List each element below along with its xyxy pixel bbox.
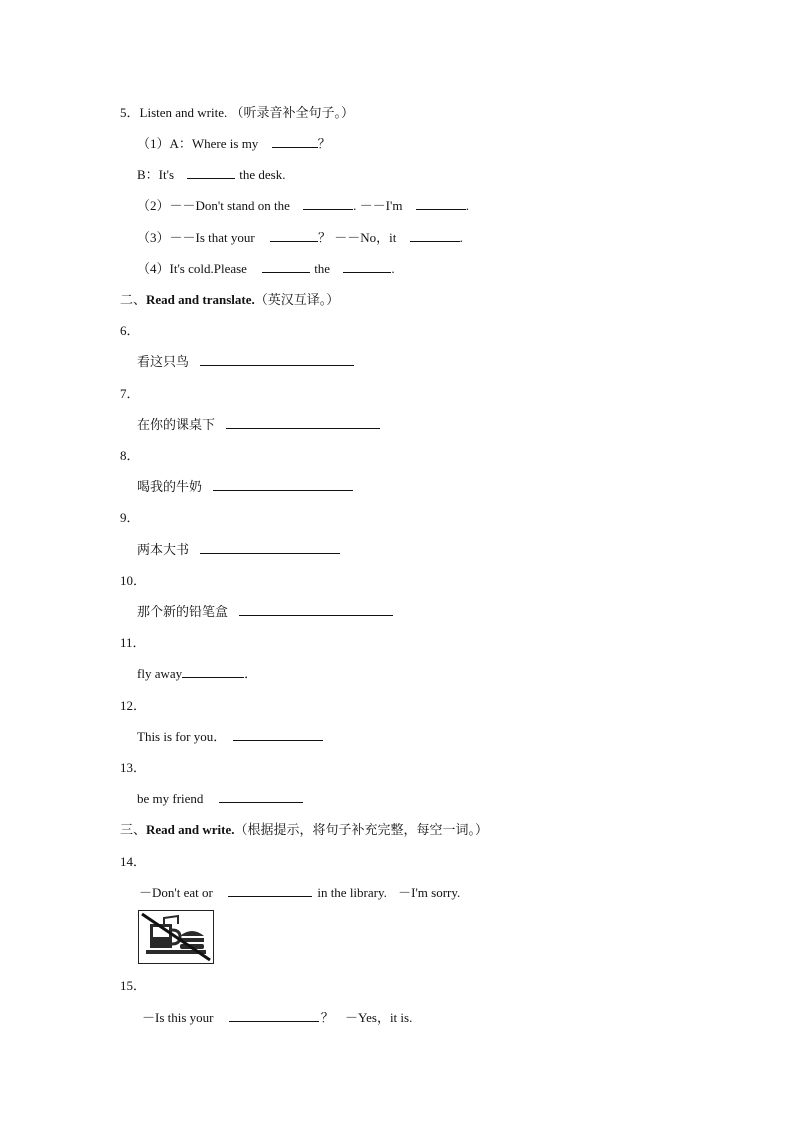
question-14: －Don't eat or in the library. －I'm sorry. (139, 885, 461, 900)
question-11: fly away ． (137, 666, 258, 681)
question-8-number: 8． (120, 448, 140, 463)
answer-blank[interactable] (410, 229, 460, 242)
question-12-number: 12． (120, 698, 147, 713)
question-13: be my friend (137, 790, 303, 808)
answer-blank[interactable] (200, 353, 354, 366)
question-5-3: （3）－－Is that your ？ －－No，it . (137, 230, 463, 245)
question-7-number: 7． (120, 386, 140, 401)
answer-blank[interactable] (270, 229, 318, 242)
section-2-heading: 二、Read and translate.（英汉互译。） (120, 292, 340, 307)
answer-blank[interactable] (182, 665, 244, 678)
question-5-heading: 5．Listen and write. （听录音补全句子。） (120, 105, 354, 120)
answer-blank[interactable] (343, 260, 391, 273)
answer-blank[interactable] (213, 478, 353, 491)
question-15-number: 15． (120, 978, 147, 993)
answer-blank[interactable] (233, 728, 323, 741)
section-3-heading: 三、Read and write.（根据提示，将句子补充完整，每空一词。） (120, 822, 488, 837)
question-5-2: （2）－－Don't stand on the . －－I'm . (137, 198, 469, 213)
question-6: 看这只鸟 (137, 353, 354, 371)
question-10: 那个新的铅笔盒 (137, 603, 393, 621)
answer-blank[interactable] (416, 197, 466, 210)
answer-blank[interactable] (229, 1009, 319, 1022)
answer-blank[interactable] (239, 603, 393, 616)
question-5-1-b: B：It's the desk. (137, 167, 286, 182)
answer-blank[interactable] (219, 790, 303, 803)
question-12: This is for you． (137, 728, 323, 746)
answer-blank[interactable] (228, 884, 312, 897)
no-eating-drinking-sign-icon (138, 910, 214, 964)
question-10-number: 10． (120, 573, 147, 588)
question-7: 在你的课桌下 (137, 416, 380, 434)
question-14-number: 14． (120, 854, 147, 869)
question-5-1-a: （1）A：Where is my ？ (137, 136, 331, 151)
question-15: －Is this your ？ －Yes，it is. (142, 1010, 413, 1025)
question-9: 两本大书 (137, 541, 340, 559)
answer-blank[interactable] (272, 135, 318, 148)
answer-blank[interactable] (187, 166, 235, 179)
question-8: 喝我的牛奶 (137, 478, 353, 496)
answer-blank[interactable] (226, 416, 380, 429)
question-11-number: 11． (120, 635, 146, 650)
question-6-number: 6． (120, 323, 140, 338)
question-9-number: 9． (120, 510, 140, 525)
answer-blank[interactable] (262, 260, 310, 273)
answer-blank[interactable] (303, 197, 353, 210)
question-13-number: 13． (120, 760, 147, 775)
question-5-4: （4）It's cold.Please the . (137, 261, 395, 276)
answer-blank[interactable] (200, 541, 340, 554)
